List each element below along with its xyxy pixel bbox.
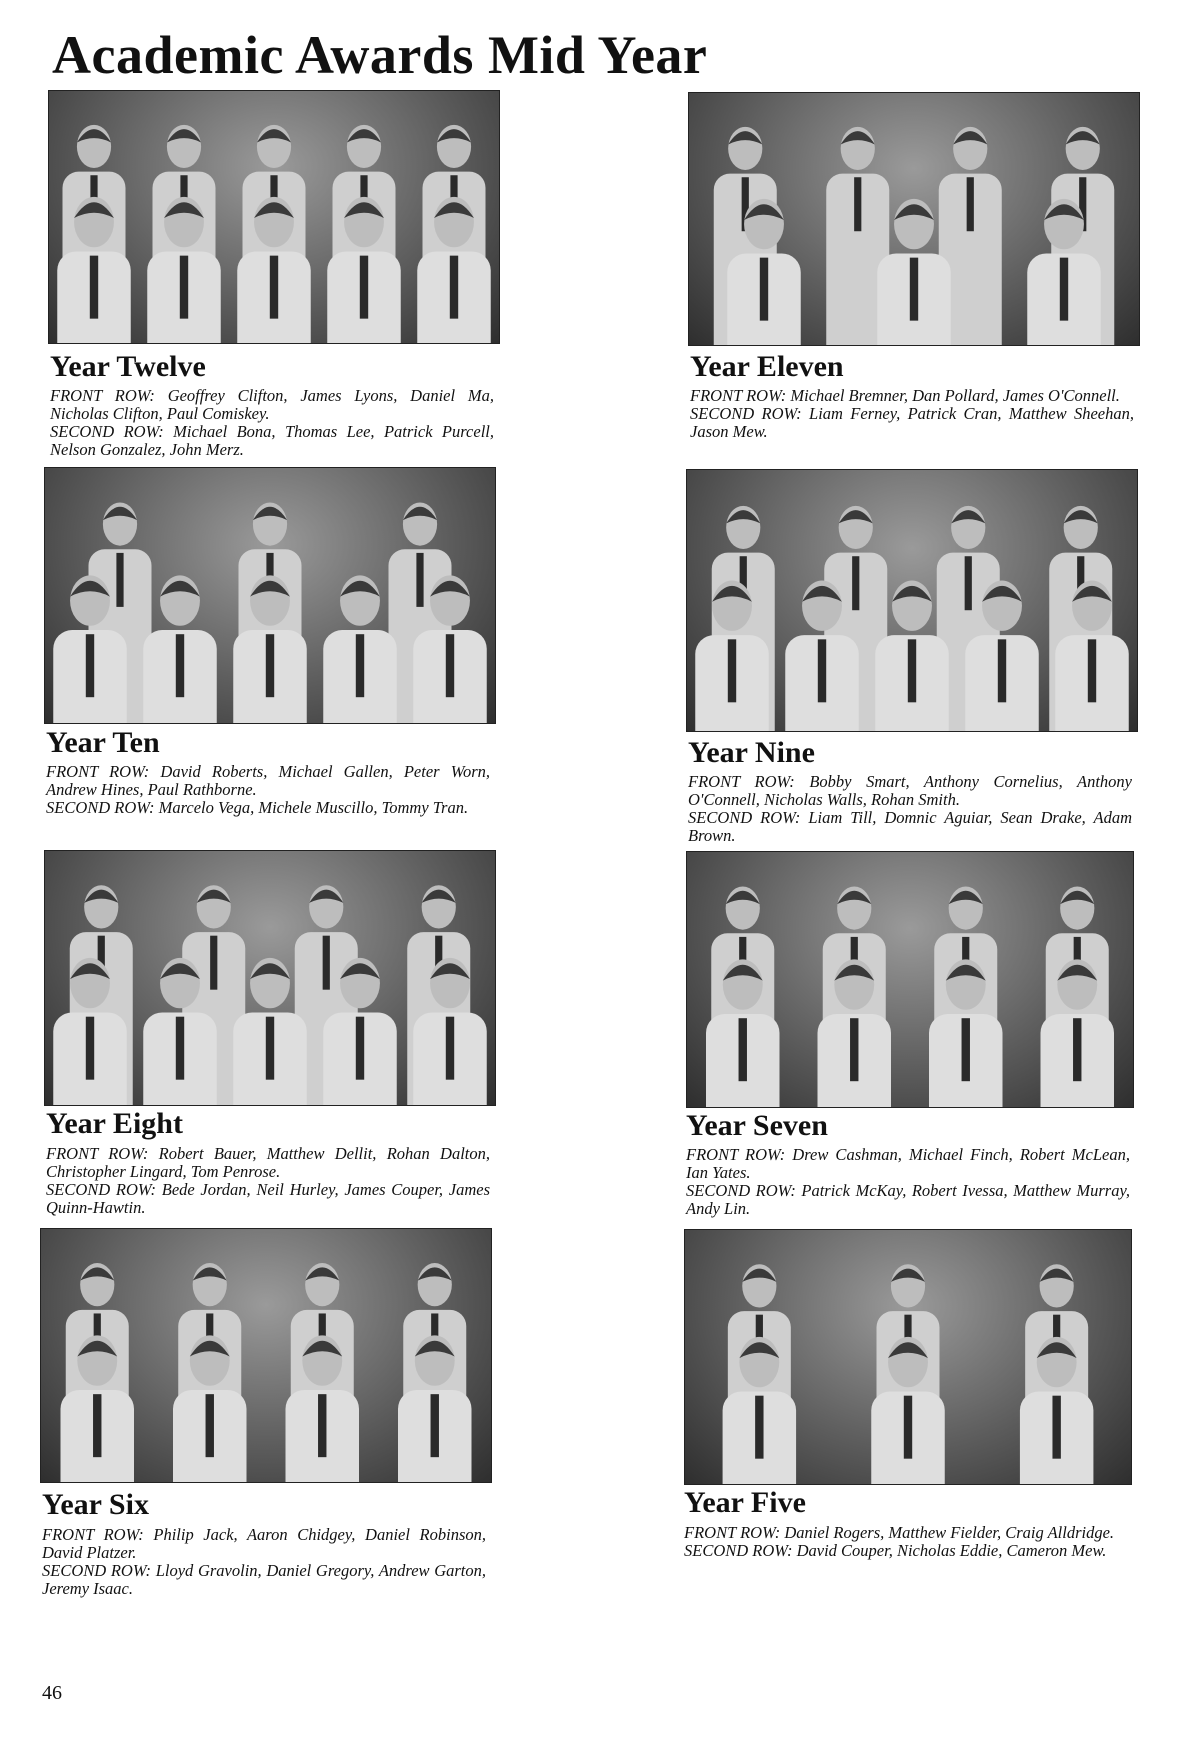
second-row-label: SECOND ROW: [46, 1180, 157, 1199]
tie [910, 258, 918, 321]
tie [850, 1018, 858, 1081]
section-title-year-eight: Year Eight [46, 1107, 183, 1140]
second-row-label: SECOND ROW: [688, 808, 801, 827]
section-title-year-twelve: Year Twelve [50, 350, 206, 383]
section-title-year-nine: Year Nine [688, 736, 815, 769]
second-row-names: Lloyd Gravolin, Daniel Gregory, Andrew Garton, Jeremy Isaac. [42, 1561, 487, 1598]
photo-figures [41, 1229, 491, 1482]
second-row-names: Bede Jordan, Neil Hurley, James Couper, James Quinn-Hawtin. [46, 1180, 490, 1217]
group-photo-year-eleven [688, 92, 1140, 346]
second-row-label: SECOND ROW: [50, 422, 164, 441]
second-row-label: SECOND ROW: [690, 404, 802, 423]
second-row-names: Michael Bona, Thomas Lee, Patrick Purcell, Nelson Gonzalez, John Merz. [50, 422, 494, 459]
tie [446, 1017, 454, 1080]
tie [728, 639, 736, 702]
tie [904, 1396, 912, 1459]
caption-year-ten [46, 763, 490, 817]
caption-year-eleven [690, 387, 1134, 441]
tie [1060, 258, 1068, 321]
front-row-names: David Roberts, Michael Gallen, Peter Worn, Andrew Hines, Paul Rathborne. [46, 762, 490, 799]
photo-figures [687, 852, 1133, 1107]
caption-year-six [42, 1526, 486, 1598]
group-photo-year-seven [686, 851, 1134, 1108]
front-row-names: Drew Cashman, Michael Finch, Robert McLean, Ian Yates. [686, 1145, 1131, 1182]
tie [176, 634, 184, 697]
section-title-year-seven: Year Seven [686, 1109, 828, 1142]
caption-year-five [684, 1524, 1128, 1560]
tie [446, 634, 454, 697]
tie [1052, 1396, 1060, 1459]
front-row-label: FRONT ROW: [46, 1144, 149, 1163]
tie [755, 1396, 763, 1459]
second-row-names: Liam Till, Domnic Aguiar, Sean Drake, Adam Brown. [688, 808, 1132, 845]
front-row-names: Philip Jack, Aaron Chidgey, Daniel Robinson, David Platzer. [42, 1525, 487, 1562]
tie [90, 256, 98, 319]
tie [854, 177, 861, 231]
tie [967, 177, 974, 231]
caption-year-eight [46, 1145, 490, 1217]
tie [998, 639, 1006, 702]
front-row-label: FRONT ROW: [684, 1523, 781, 1542]
tie [431, 1394, 439, 1457]
tie [270, 256, 278, 319]
tie [356, 634, 364, 697]
tie [360, 256, 368, 319]
tie [965, 556, 972, 610]
front-row-label: FRONT ROW: [686, 1145, 786, 1164]
second-row-label: SECOND ROW: [686, 1181, 796, 1200]
second-row-names: Marcelo Vega, Michele Muscillo, Tommy Tran. [158, 798, 469, 817]
tie [1073, 1018, 1081, 1081]
front-row-label: FRONT ROW: [688, 772, 795, 791]
second-row-names: Patrick McKay, Robert Ivessa, Matthew Murray, Andy Lin. [686, 1181, 1131, 1218]
tie [266, 634, 274, 697]
tie [86, 1017, 94, 1080]
photo-figures [689, 93, 1139, 345]
tie [356, 1017, 364, 1080]
front-row-names: Daniel Rogers, Matthew Fielder, Craig Alldridge. [784, 1523, 1115, 1542]
photo-figures [685, 1230, 1131, 1484]
tie [908, 639, 916, 702]
caption-year-seven [686, 1146, 1130, 1218]
second-row-names: Liam Ferney, Patrick Cran, Matthew Sheehan, Jason Mew. [690, 404, 1134, 441]
tie [852, 556, 859, 610]
group-photo-year-five [684, 1229, 1132, 1485]
tie [206, 1394, 214, 1457]
tie [323, 936, 330, 990]
caption-year-twelve [50, 387, 494, 459]
group-photo-year-twelve [48, 90, 500, 344]
group-photo-year-nine [686, 469, 1138, 732]
second-row-label: SECOND ROW: [46, 798, 155, 817]
section-title-year-six: Year Six [42, 1488, 149, 1521]
tie [962, 1018, 970, 1081]
group-photo-year-six [40, 1228, 492, 1483]
front-row-names: Geoffrey Clifton, James Lyons, Daniel Ma, Nicholas Clifton, Paul Comiskey. [50, 386, 494, 423]
tie [1088, 639, 1096, 702]
group-photo-year-ten [44, 467, 496, 724]
photo-figures [687, 470, 1137, 731]
section-title-year-ten: Year Ten [46, 726, 160, 759]
front-row-names: Bobby Smart, Anthony Cornelius, Anthony O'Connell, Nicholas Walls, Rohan Smith. [688, 772, 1133, 809]
front-row-names: Robert Bauer, Matthew Dellit, Rohan Dalton, Christopher Lingard, Tom Penrose. [46, 1144, 490, 1181]
front-row-names: Michael Bremner, Dan Pollard, James O'Connell. [790, 386, 1120, 405]
front-row-label: FRONT ROW: [50, 386, 155, 405]
tie [818, 639, 826, 702]
front-row-label: FRONT ROW: [46, 762, 150, 781]
tie [210, 936, 217, 990]
section-title-year-five: Year Five [684, 1486, 806, 1519]
tie [180, 256, 188, 319]
tie [266, 1017, 274, 1080]
tie [176, 1017, 184, 1080]
photo-figures [49, 91, 499, 343]
tie [318, 1394, 326, 1457]
page-number: 46 [42, 1682, 62, 1704]
group-photo-year-eight [44, 850, 496, 1106]
tie [760, 258, 768, 321]
front-row-label: FRONT ROW: [42, 1525, 144, 1544]
second-row-label: SECOND ROW: [684, 1541, 793, 1560]
second-row-names: David Couper, Nicholas Eddie, Cameron Mew. [796, 1541, 1107, 1560]
page-title: Academic Awards Mid Year [52, 25, 708, 85]
section-title-year-eleven: Year Eleven [690, 350, 844, 383]
photo-figures [45, 851, 495, 1105]
tie [416, 553, 423, 607]
front-row-label: FRONT ROW: [690, 386, 787, 405]
tie [450, 256, 458, 319]
tie [116, 553, 123, 607]
tie [93, 1394, 101, 1457]
photo-figures [45, 468, 495, 723]
second-row-label: SECOND ROW: [42, 1561, 152, 1580]
caption-year-nine [688, 773, 1132, 845]
tie [739, 1018, 747, 1081]
tie [86, 634, 94, 697]
